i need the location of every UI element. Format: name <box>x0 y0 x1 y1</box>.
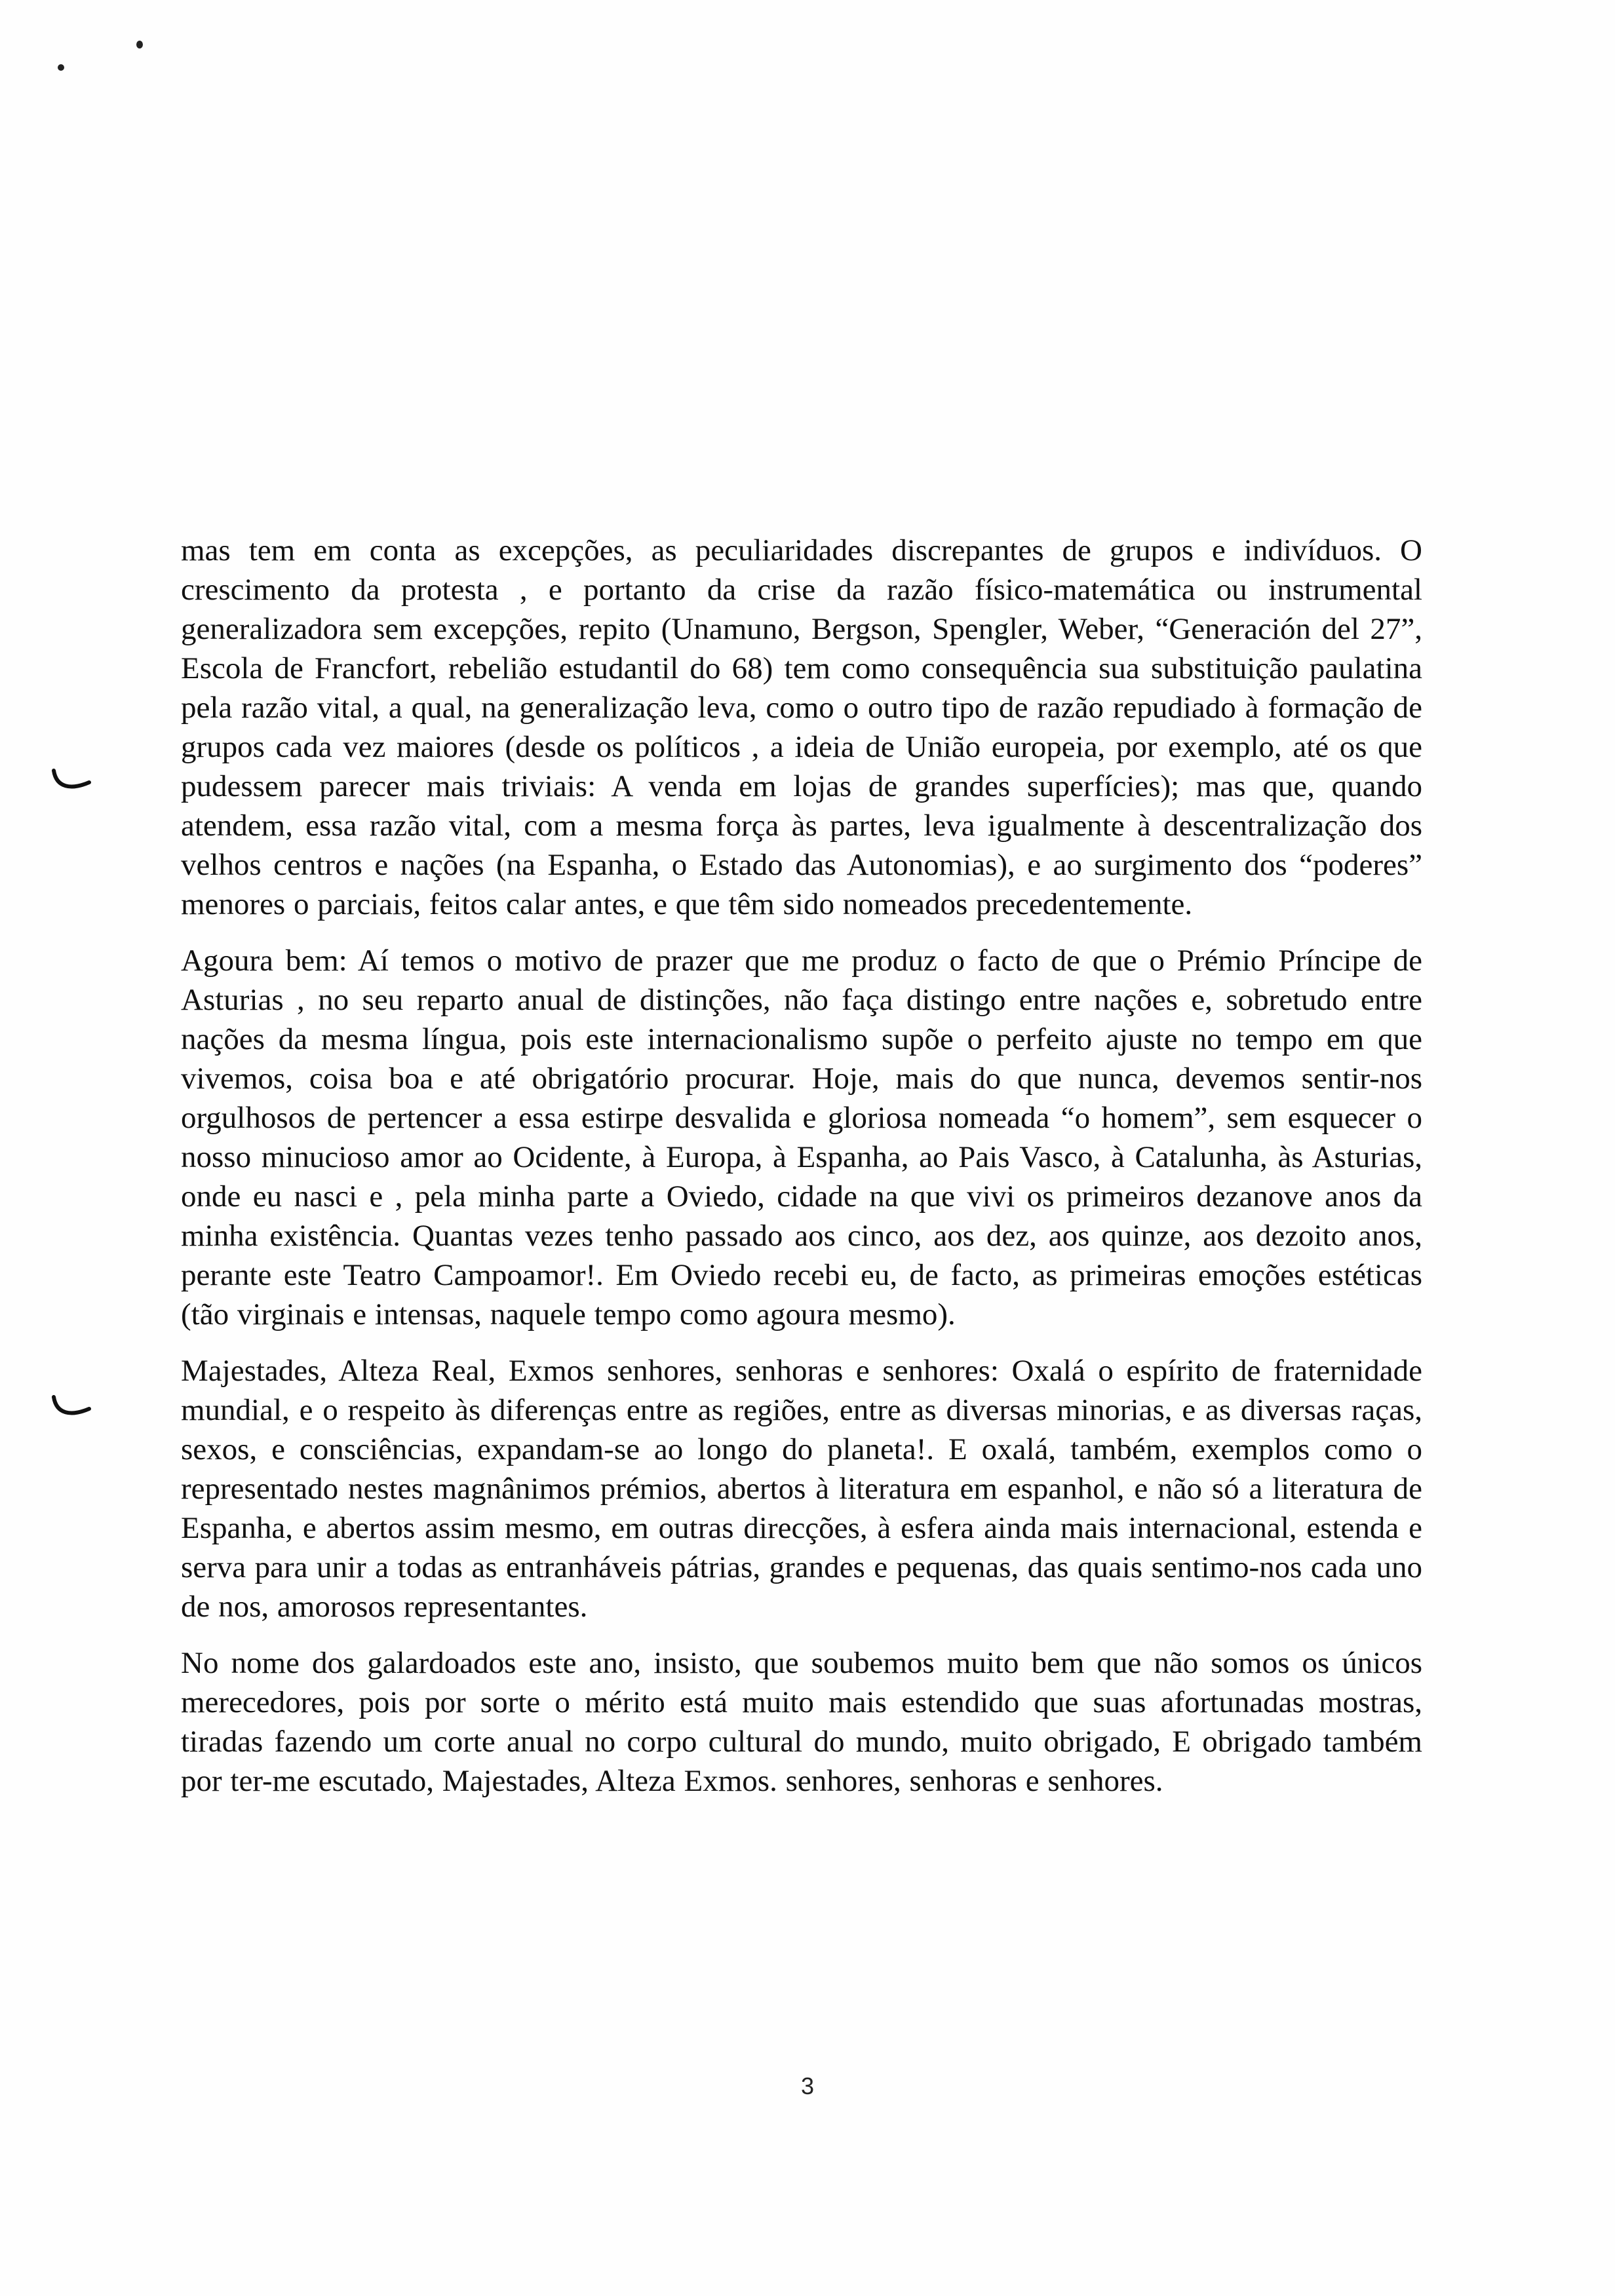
paragraph: No nome dos galardoados este ano, insisto, que soubemos muito bem que não somos os únicos merecedores, pois por sorte o mérito está muito mais estendido que suas afortunadas mostras, tiradas fazendo um corte anual no corpo cultural do mundo, muito obrigado, E obrigado também por ter-me escutado, Majestades, Alteza Exmos. senhores, senhoras e senhores. <box>181 1646 1422 1798</box>
page-number: 3 <box>800 2073 815 2099</box>
scan-speck <box>136 41 143 48</box>
paragraph: Majestades, Alteza Real, Exmos senhores, senhoras e senhores: Oxalá o espírito de fraternidade mundial, e o respeito às diferenças entre as regiões, entre as diversas minorias, e as diversas raças, sexos, e consciências, expandam-se ao longo do planeta!. E oxalá, também, exemplos como o representado nestes magnânimos prémios, abertos à literatura em espanhol, e não só a literatura de Espanha, e abertos assim mesmo, em outras direcções, à esfera ainda mais internacional, estenda e serva para unir a todas as entranháveis pátrias, grandes e pequenas, das quais sentimo-nos cada uno de nos, amorosos representantes. <box>181 1354 1422 1624</box>
margin-check-mark-icon <box>51 1394 92 1418</box>
document-body <box>181 531 1422 1801</box>
paragraph: Agoura bem: Aí temos o motivo de prazer que me produz o facto de que o Prémio Príncipe de Asturias , no seu reparto anual de distinções, não faça distingo entre nações e, sobretudo entre nações da mesma língua, pois este internacionalismo supõe o perfeito ajuste no tempo em que vivemos, coisa boa e até obrigatório procurar. Hoje, mais do que nunca, devemos sentir-nos orgulhosos de pertencer a essa estirpe desvalida e gloriosa nomeada “o homem”, sem esquecer o nosso minucioso amor ao Ocidente, à Europa, à Espanha, ao Pais Vasco, à Catalunha, às Asturias, onde eu nasci e , pela minha parte a Oviedo, cidade na que vivi os primeiros dezanove anos da minha existência. Quantas vezes tenho passado aos cinco, aos dez, aos quinze, aos dezoito anos, perante este Teatro Campoamor!. Em Oviedo recebi eu, de facto, as primeiras emoções estéticas (tão virginais e intensas, naquele tempo como agoura mesmo). <box>181 944 1422 1331</box>
paragraph: mas tem em conta as excepções, as peculiaridades discrepantes de grupos e indivíduos. O crescimento da protesta , e portanto da crise da razão físico-matemática ou instrumental generalizadora sem excepções, repito (Unamuno, Bergson, Spengler, Weber, “Generación del 27”, Escola de Francfort, rebelião estudantil do 68) tem como consequência sua substituição paulatina pela razão vital, a qual, na generalização leva, como o outro tipo de razão repudiado à formação de grupos cada vez maiores (desde os políticos , a ideia de União europeia, por exemplo, até os que pudessem parecer mais triviais: A venda em lojas de grandes superfícies); mas que, quando atendem, essa razão vital, com a mesma força às partes, leva igualmente à descentralização dos velhos centros e nações (na Espanha, o Estado das Autonomias), e ao surgimento dos “poderes” menores o parciais, feitos calar antes, e que têm sido nomeados precedentemente. <box>181 533 1422 921</box>
margin-check-mark-icon <box>51 768 92 792</box>
scan-speck <box>58 64 64 71</box>
